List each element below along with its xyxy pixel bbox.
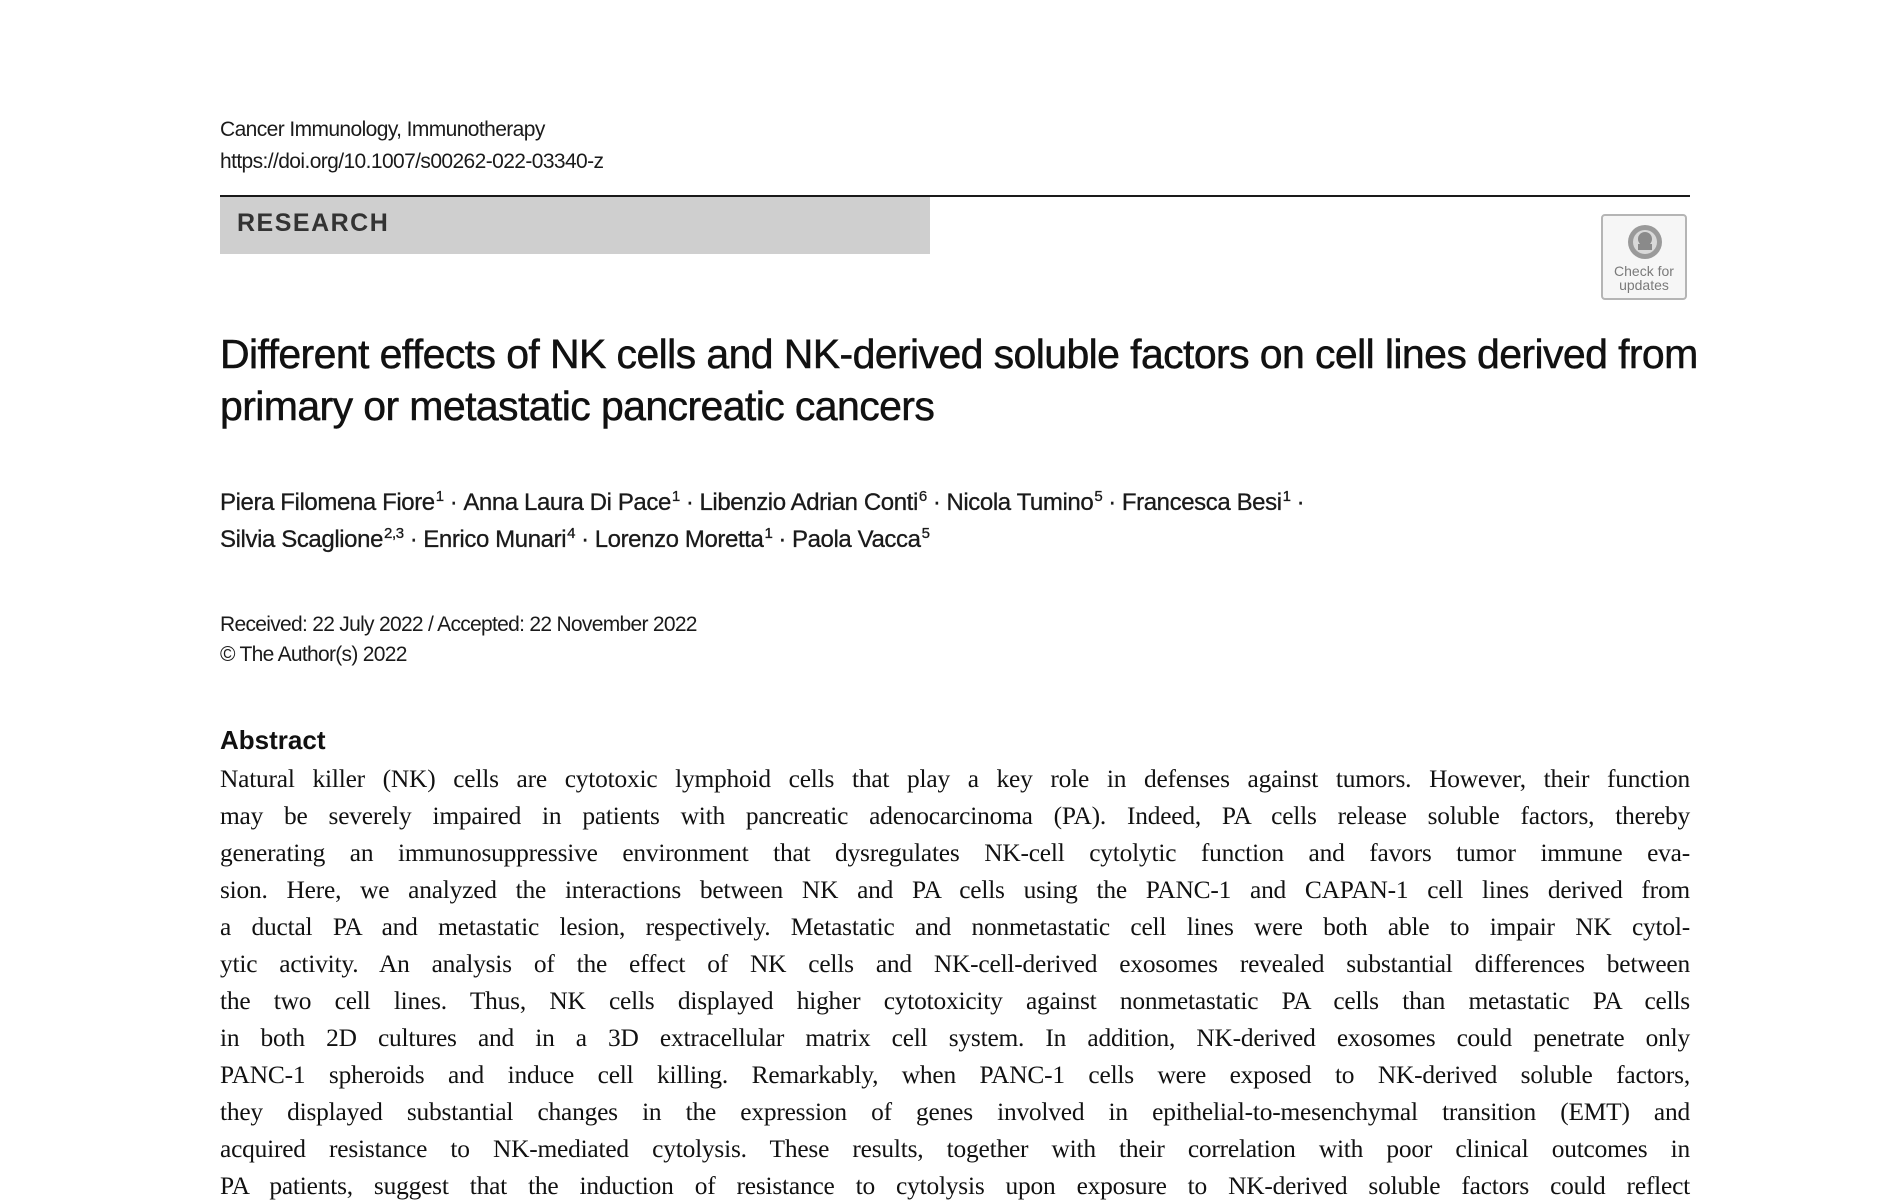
journal-name: Cancer Immunology, Immunotherapy bbox=[220, 118, 545, 141]
doi-link[interactable]: https://doi.org/10.1007/s00262-022-03340-z bbox=[220, 150, 604, 173]
journal-header bbox=[220, 114, 603, 178]
abstract-line: acquired resistance to NK-mediated cytolysis. These results, together with their correlation with poor clinical outcomes in bbox=[220, 1135, 1690, 1163]
affiliation-marker: 4 bbox=[567, 525, 576, 542]
author-separator: · bbox=[581, 526, 589, 553]
affiliation-marker: 2,3 bbox=[384, 525, 404, 542]
author-list bbox=[220, 484, 1700, 558]
author-name[interactable]: Lorenzo Moretta bbox=[594, 526, 764, 553]
affiliation-marker: 1 bbox=[671, 488, 680, 505]
author-name[interactable]: Paola Vacca bbox=[792, 526, 921, 553]
copyright-notice: © The Author(s) 2022 bbox=[220, 643, 407, 666]
author-name[interactable]: Nicola Tumino bbox=[946, 489, 1094, 516]
author-name[interactable]: Piera Filomena Fiore bbox=[220, 489, 435, 516]
affiliation-marker: 6 bbox=[918, 488, 927, 505]
abstract-line: they displayed substantial changes in the expression of genes involved in epithelial-to-mesenchymal transition (EMT) and bbox=[220, 1098, 1690, 1126]
author-name[interactable]: Francesca Besi bbox=[1121, 489, 1282, 516]
author-separator: · bbox=[449, 489, 458, 516]
author-separator: · bbox=[932, 489, 941, 516]
abstract-line: the two cell lines. Thus, NK cells displayed higher cytotoxicity against nonmetastatic PA cells than metastatic PA cells bbox=[220, 987, 1690, 1015]
author-name[interactable]: Libenzio Adrian Conti bbox=[699, 489, 918, 516]
article-dates bbox=[220, 610, 697, 670]
abstract-line: may be severely impaired in patients with pancreatic adenocarcinoma (PA). Indeed, PA cells release soluble factors, thereby bbox=[220, 802, 1690, 830]
abstract-heading: Abstract bbox=[220, 725, 326, 755]
section-label: RESEARCH bbox=[237, 209, 390, 237]
author-separator: · bbox=[685, 489, 694, 516]
check-for-updates-label: Check for updates bbox=[1614, 263, 1674, 293]
affiliation-marker: 1 bbox=[435, 488, 444, 505]
abstract-line: generating an immunosuppressive environment that dysregulates NK-cell cytolytic function and favors tumor immune eva- bbox=[220, 839, 1690, 867]
author-line-1 bbox=[220, 484, 1700, 521]
affiliation-marker: 1 bbox=[764, 525, 773, 542]
abstract-line: PA patients, suggest that the induction of resistance to cytolysis upon exposure to NK-derived soluble factors could reflect bbox=[220, 1172, 1690, 1200]
author-name[interactable]: Silvia Scaglione bbox=[220, 526, 384, 553]
abstract-line: PANC-1 spheroids and induce cell killing. Remarkably, when PANC-1 cells were exposed to NK-derived soluble factors, bbox=[220, 1061, 1690, 1089]
abstract-line: a ductal PA and metastatic lesion, respectively. Metastatic and nonmetastatic cell lines were both able to impair NK cytol- bbox=[220, 913, 1690, 941]
affiliation-marker: 5 bbox=[1094, 488, 1103, 505]
author-separator: · bbox=[1108, 489, 1116, 516]
abstract-line: Natural killer (NK) cells are cytotoxic lymphoid cells that play a key role in defenses against tumors. However, their function bbox=[220, 765, 1690, 793]
abstract-body bbox=[220, 761, 1690, 1200]
author-separator: · bbox=[1296, 489, 1305, 516]
affiliation-marker: 5 bbox=[921, 525, 930, 542]
article-title: Different effects of NK cells and NK-derived soluble factors on cell lines derived from primary or metastatic pancreatic cancers bbox=[220, 331, 1698, 429]
author-name[interactable]: Enrico Munari bbox=[423, 526, 567, 553]
author-separator: · bbox=[778, 526, 786, 553]
abstract-line: sion. Here, we analyzed the interactions between NK and PA cells using the PANC-1 and CAPAN-1 cell lines derived from bbox=[220, 876, 1690, 904]
received-accepted-dates: Received: 22 July 2022 / Accepted: 22 November 2022 bbox=[220, 613, 697, 636]
author-line-2 bbox=[220, 521, 1700, 558]
abstract-line: ytic activity. An analysis of the effect of NK cells and NK-cell-derived exosomes revealed substantial differences between bbox=[220, 950, 1690, 978]
check-for-updates-badge[interactable] bbox=[1601, 214, 1687, 300]
author-separator: · bbox=[409, 526, 418, 553]
check-for-updates-icon bbox=[1625, 222, 1665, 262]
affiliation-marker: 1 bbox=[1282, 488, 1291, 505]
abstract-line: in both 2D cultures and in a 3D extracellular matrix cell system. In addition, NK-derived exosomes could penetrate only bbox=[220, 1024, 1690, 1052]
author-name[interactable]: Anna Laura Di Pace bbox=[463, 489, 671, 516]
